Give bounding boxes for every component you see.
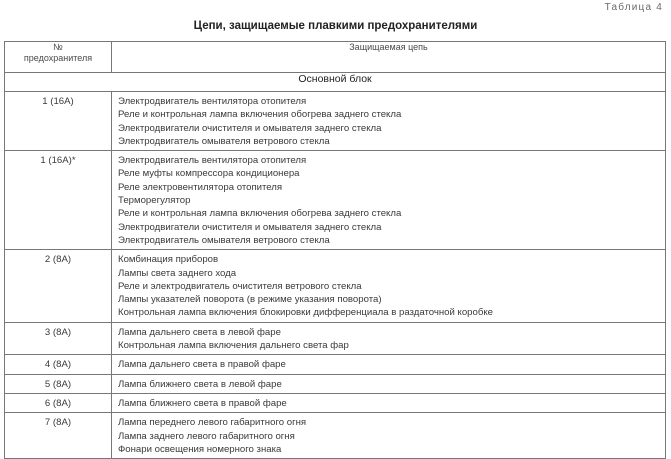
circuit-item: Лампы указателей поворота (в режиме указания поворота) [118,294,382,306]
circuit-item: Комбинация приборов [118,254,219,266]
protected-circuits-cell [112,322,666,355]
circuit-item: Реле муфты компрессора кондиционера [118,168,300,180]
circuit-item: Электродвигатель вентилятора отопителя [118,155,307,167]
protected-circuits-cell [112,250,666,322]
circuit-item: Лампа дальнего света в правой фаре [118,359,286,371]
protected-circuits-cell [112,151,666,250]
circuit-item: Электродвигатели очистителя и омывателя заднего стекла [118,122,382,134]
header-fuse-number [5,42,112,73]
table-row [5,374,666,393]
section-title: Основной блок [5,73,666,92]
table-row [5,151,666,250]
circuit-item: Электродвигатели очистителя и омывателя заднего стекла [118,221,382,233]
fuse-number-cell: 4 (8А) [5,355,112,374]
fuse-number-cell: 1 (16А)* [5,151,112,250]
protected-circuits-cell [112,92,666,151]
section-row-main-block [5,73,666,92]
fuse-number-cell: 6 (8А) [5,393,112,412]
circuit-item: Лампа ближнего света в правой фаре [118,397,287,409]
circuit-item: Лампа заднего левого габаритного огня [118,430,295,442]
fuse-circuits-table [4,41,666,459]
table-row [5,413,666,459]
circuit-item: Лампы света заднего хода [118,267,237,279]
circuit-item: Электродвигатель омывателя ветрового стекла [118,135,330,147]
header-fuse-number-symbol: № [53,42,63,52]
fuse-number-cell: 2 (8А) [5,250,112,322]
circuit-item: Реле и электродвигатель очистителя ветрового стекла [118,280,362,292]
circuit-item: Контрольная лампа включения дальнего света фар [118,340,349,352]
circuit-item: Реле электровентилятора отопителя [118,181,283,193]
fuse-number-cell: 7 (8А) [5,413,112,459]
protected-circuits-cell [112,393,666,412]
table-row [5,250,666,322]
fuse-number-cell: 5 (8А) [5,374,112,393]
table-row [5,322,666,355]
table-title: Цепи, защищаемые плавкими предохранителями [193,20,478,32]
table-number-label: Таблица 4 [604,2,663,13]
table-row [5,355,666,374]
circuit-item: Реле и контрольная лампа включения обогрева заднего стекла [118,208,402,220]
circuit-item: Терморегулятор [118,195,191,207]
circuit-item: Реле и контрольная лампа включения обогрева заднего стекла [118,109,402,121]
circuit-item: Электродвигатель омывателя ветрового стекла [118,234,330,246]
header-protected-circuit: Защищаемая цепь [112,42,666,73]
header-fuse-number-label: предохранителя [23,53,93,63]
circuit-item: Контрольная лампа включения блокировки дифференциала в раздаточной коробке [118,307,493,319]
protected-circuits-cell [112,355,666,374]
circuit-item: Лампа переднего левого габаритного огня [118,417,307,429]
fuse-number-cell: 1 (16А) [5,92,112,151]
table-row [5,393,666,412]
circuit-item: Лампа ближнего света в левой фаре [118,378,282,390]
protected-circuits-cell [112,374,666,393]
table-header-row [5,42,666,73]
circuit-item: Электродвигатель вентилятора отопителя [118,96,307,107]
table-row [5,92,666,151]
fuse-number-cell: 3 (8А) [5,322,112,355]
protected-circuits-cell [112,413,666,459]
circuit-item: Фонари освещения номерного знака [118,443,282,455]
circuit-item: Лампа дальнего света в левой фаре [118,326,281,338]
